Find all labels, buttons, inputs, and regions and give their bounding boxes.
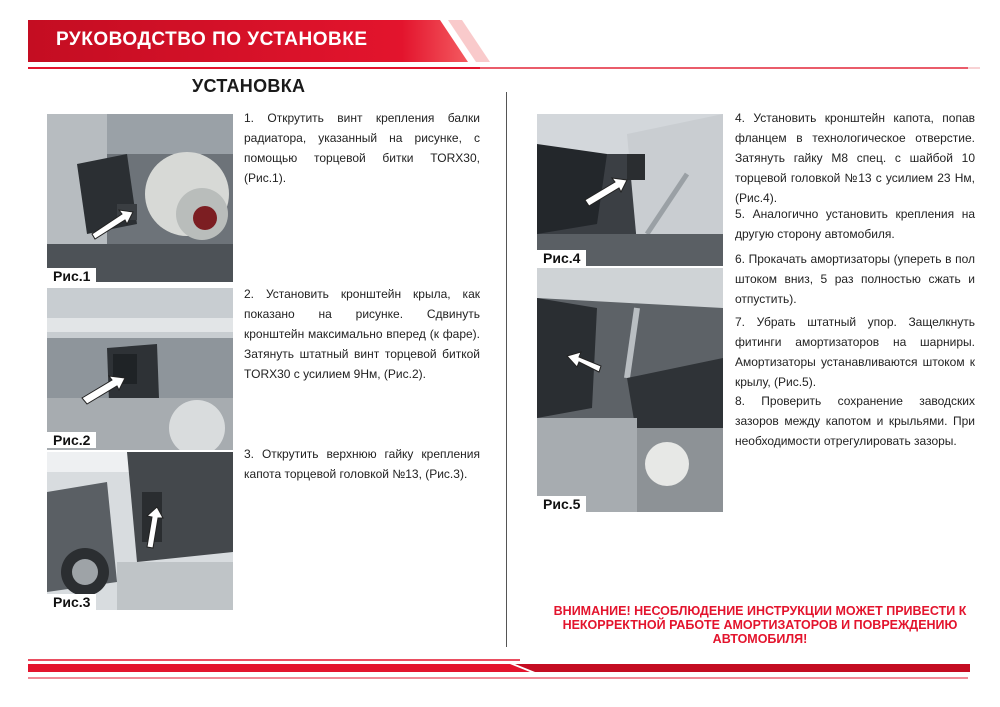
step-2-text: 2. Установить кронштейн крыла, как показано на рисунке. Сдвинуть кронштейн максимально вперед (к фаре). Затянуть штатный винт торцевой биткой TORX30 с усилием 9Нм, (Рис.2). xyxy=(244,287,480,381)
step-3-text: 3. Открутить верхнюю гайку крепления капота торцевой головкой №13, (Рис.3). xyxy=(244,447,480,481)
figure-5-photo xyxy=(537,268,723,512)
step-8-text: 8. Проверить сохранение заводских зазоров между капотом и крыльями. При необходимости отрегулировать зазоры. xyxy=(735,394,975,448)
figure-1-photo xyxy=(47,114,233,282)
figure-2-photo xyxy=(47,288,233,450)
step-4-text: 4. Установить кронштейн капота, попав фланцем в технологическое отверстие. Затянуть гайку М8 спец. с шайбой 10 торцевой головкой №13 с усилием 23 Нм, (Рис.4). xyxy=(735,111,975,205)
figure-3-photo xyxy=(47,452,233,610)
page-header-title: РУКОВОДСТВО ПО УСТАНОВКЕ xyxy=(56,29,368,50)
figure-4-photo xyxy=(537,114,723,266)
figure-3-label: Рис.3 xyxy=(47,594,96,610)
column-divider xyxy=(506,92,507,647)
step-7-text: 7. Убрать штатный упор. Защелкнуть фитинги амортизаторов на шарниры. Амортизаторы устанавливаются штоком к крылу, (Рис.5). xyxy=(735,315,975,389)
step-1-text: 1. Открутить винт крепления балки радиатора, указанный на рисунке, с помощью торцевой битки TORX30, (Рис.1). xyxy=(244,111,480,185)
step-5-text: 5. Аналогично установить крепления на другую сторону автомобиля. xyxy=(735,207,975,241)
figure-4-label: Рис.4 xyxy=(537,250,586,266)
section-title: УСТАНОВКА xyxy=(192,76,306,96)
figure-5-label: Рис.5 xyxy=(537,496,586,512)
step-6-text: 6. Прокачать амортизаторы (упереть в пол штоком вниз, 5 раз полностью сжать и отпустить). xyxy=(735,252,975,306)
footer-stripes xyxy=(0,650,1000,695)
warning-text: ВНИМАНИЕ! НЕСОБЛЮДЕНИЕ ИНСТРУКЦИИ МОЖЕТ ПРИВЕСТИ К НЕКОРРЕКТНОЙ РАБОТЕ АМОРТИЗАТОРОВ И ПОВРЕЖДЕНИЮ АВТОМОБИЛЯ! xyxy=(553,604,967,646)
figure-2-label: Рис.2 xyxy=(47,432,96,448)
figure-1-label: Рис.1 xyxy=(47,268,96,284)
